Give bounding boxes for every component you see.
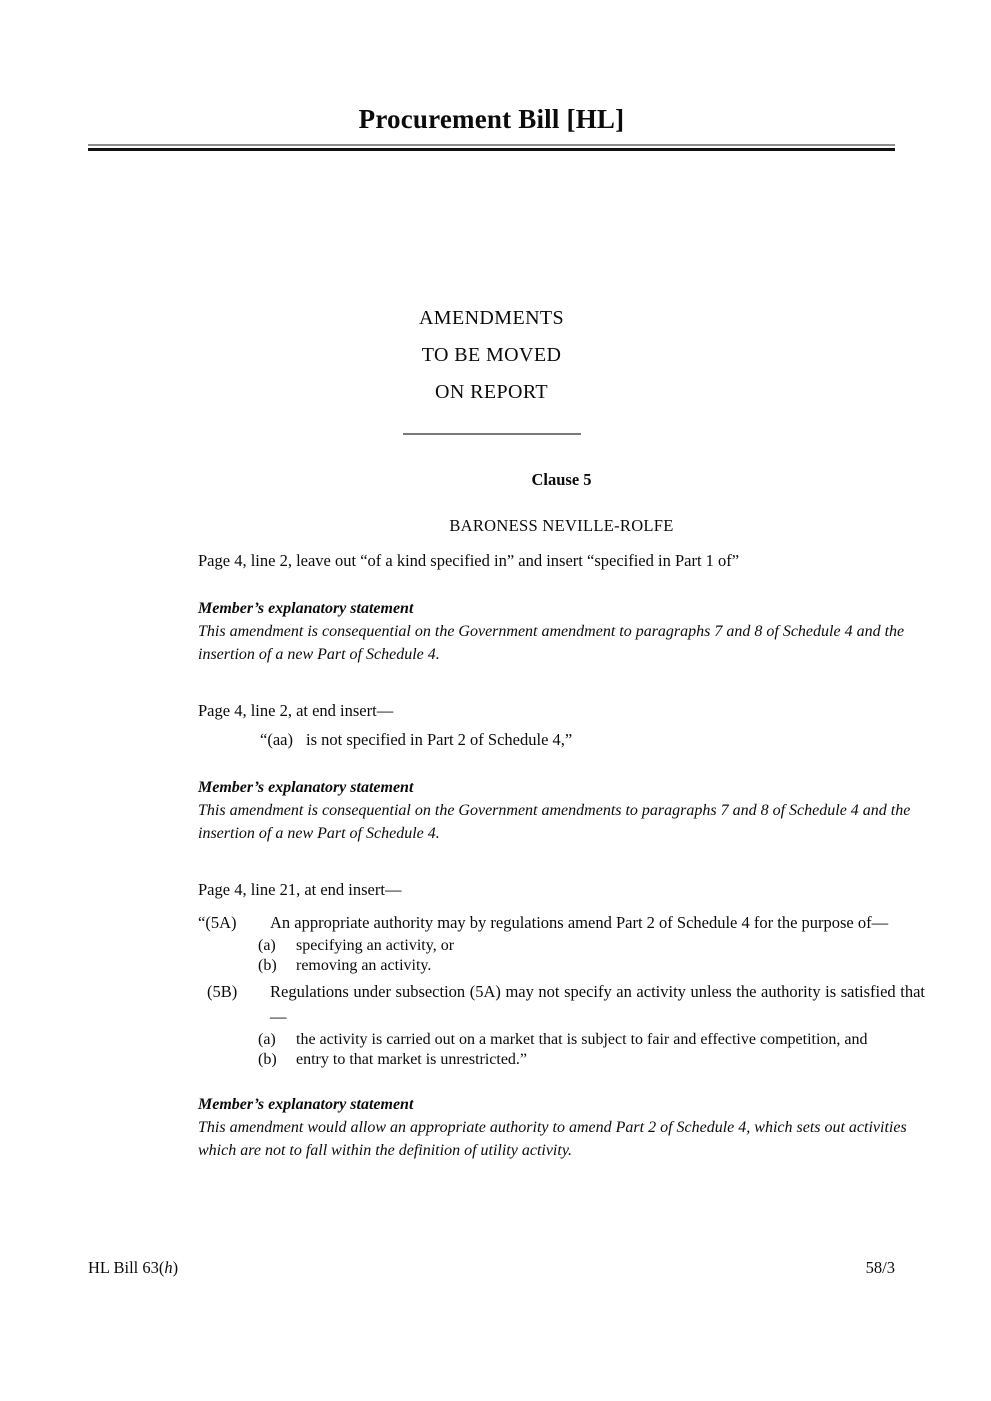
document-body — [198, 470, 925, 1162]
explanatory-statement-body: This amendment is consequential on the Government amendments to paragraphs 7 and 8 of Schedule 4 and the insertion of a new Part of Schedule 4. — [198, 802, 911, 842]
heading-line-to-be-moved: TO BE MOVED — [421, 344, 562, 366]
clause-heading: Clause 5 — [531, 470, 592, 489]
list-item-marker: (b) — [258, 1051, 277, 1068]
list-item — [198, 957, 925, 975]
explanatory-statement — [198, 597, 925, 666]
amendment-block — [198, 548, 925, 666]
page-reference: 58/3 — [865, 1258, 895, 1277]
heading-divider — [88, 433, 895, 435]
amendment-instruction: Page 4, line 2, at end insert— — [198, 701, 394, 720]
heading-line-amendments: AMENDMENTS — [418, 307, 565, 329]
subsection — [198, 979, 925, 1029]
amendments-heading-block — [88, 300, 895, 435]
bill-number-suffix: ) — [172, 1258, 179, 1277]
explanatory-statement-body: This amendment would allow an appropriate authority to amend Part 2 of Schedule 4, which sets out activities which are not to fall within the definition of utility activity. — [198, 1119, 907, 1159]
bill-number-prefix: HL Bill 63( — [88, 1258, 165, 1277]
list-item-text: the activity is carried out on a market that is subject to fair and effective competition, and — [296, 1031, 868, 1048]
page-title: Procurement Bill [HL] — [358, 104, 625, 134]
explanatory-statement-body: This amendment is consequential on the Government amendment to paragraphs 7 and 8 of Schedule 4 and the insertion of a new Part of Schedule 4. — [198, 623, 905, 663]
amendment-block — [198, 698, 925, 845]
member-name: BARONESS NEVILLE-ROLFE — [449, 516, 674, 535]
list-item-text: entry to that market is unrestricted.” — [296, 1051, 528, 1068]
subsection-marker: (5B) — [207, 982, 238, 1001]
explanatory-statement-title: Member’s explanatory statement — [198, 779, 414, 796]
list-item — [198, 1031, 925, 1049]
document-footer — [88, 1258, 895, 1278]
list-item-text: specifying an activity, or — [296, 937, 455, 954]
list-item-marker: (a) — [258, 1031, 276, 1048]
list-item-marker: (b) — [258, 957, 277, 974]
explanatory-statement — [198, 776, 925, 845]
subsection-text: An appropriate authority may by regulations amend Part 2 of Schedule 4 for the purpose of— — [270, 913, 889, 932]
subsection-content — [270, 910, 925, 935]
document-header — [88, 104, 895, 151]
heading-line-on-report: ON REPORT — [435, 381, 548, 403]
divider-rule — [403, 433, 581, 435]
header-rule-thick — [88, 148, 895, 151]
bill-number — [88, 1258, 178, 1278]
amendment-block — [198, 877, 925, 1162]
amendment-instruction: Page 4, line 2, leave out “of a kind specified in” and insert “specified in Part 1 of” — [198, 551, 740, 570]
list-item-text: removing an activity. — [296, 957, 432, 974]
subsection-text: Regulations under subsection (5A) may not specify an activity unless the authority is satisfied that— — [270, 982, 925, 1026]
inserted-text-label: “(aa) — [260, 730, 293, 749]
inserted-text-content: is not specified in Part 2 of Schedule 4,” — [306, 730, 573, 749]
list-item-marker: (a) — [258, 937, 276, 954]
explanatory-statement — [198, 1093, 925, 1162]
explanatory-statement-title: Member’s explanatory statement — [198, 1096, 414, 1113]
list-item — [198, 1051, 925, 1069]
explanatory-statement-title: Member’s explanatory statement — [198, 600, 414, 617]
amendment-instruction: Page 4, line 21, at end insert— — [198, 880, 402, 899]
subsection-marker: “(5A) — [198, 913, 237, 932]
bill-number-italic: h — [164, 1258, 173, 1277]
subsection — [198, 910, 925, 935]
inserted-text-line — [198, 727, 925, 752]
subsection-content — [270, 979, 925, 1029]
header-double-rule — [88, 144, 895, 151]
list-item — [198, 937, 925, 955]
